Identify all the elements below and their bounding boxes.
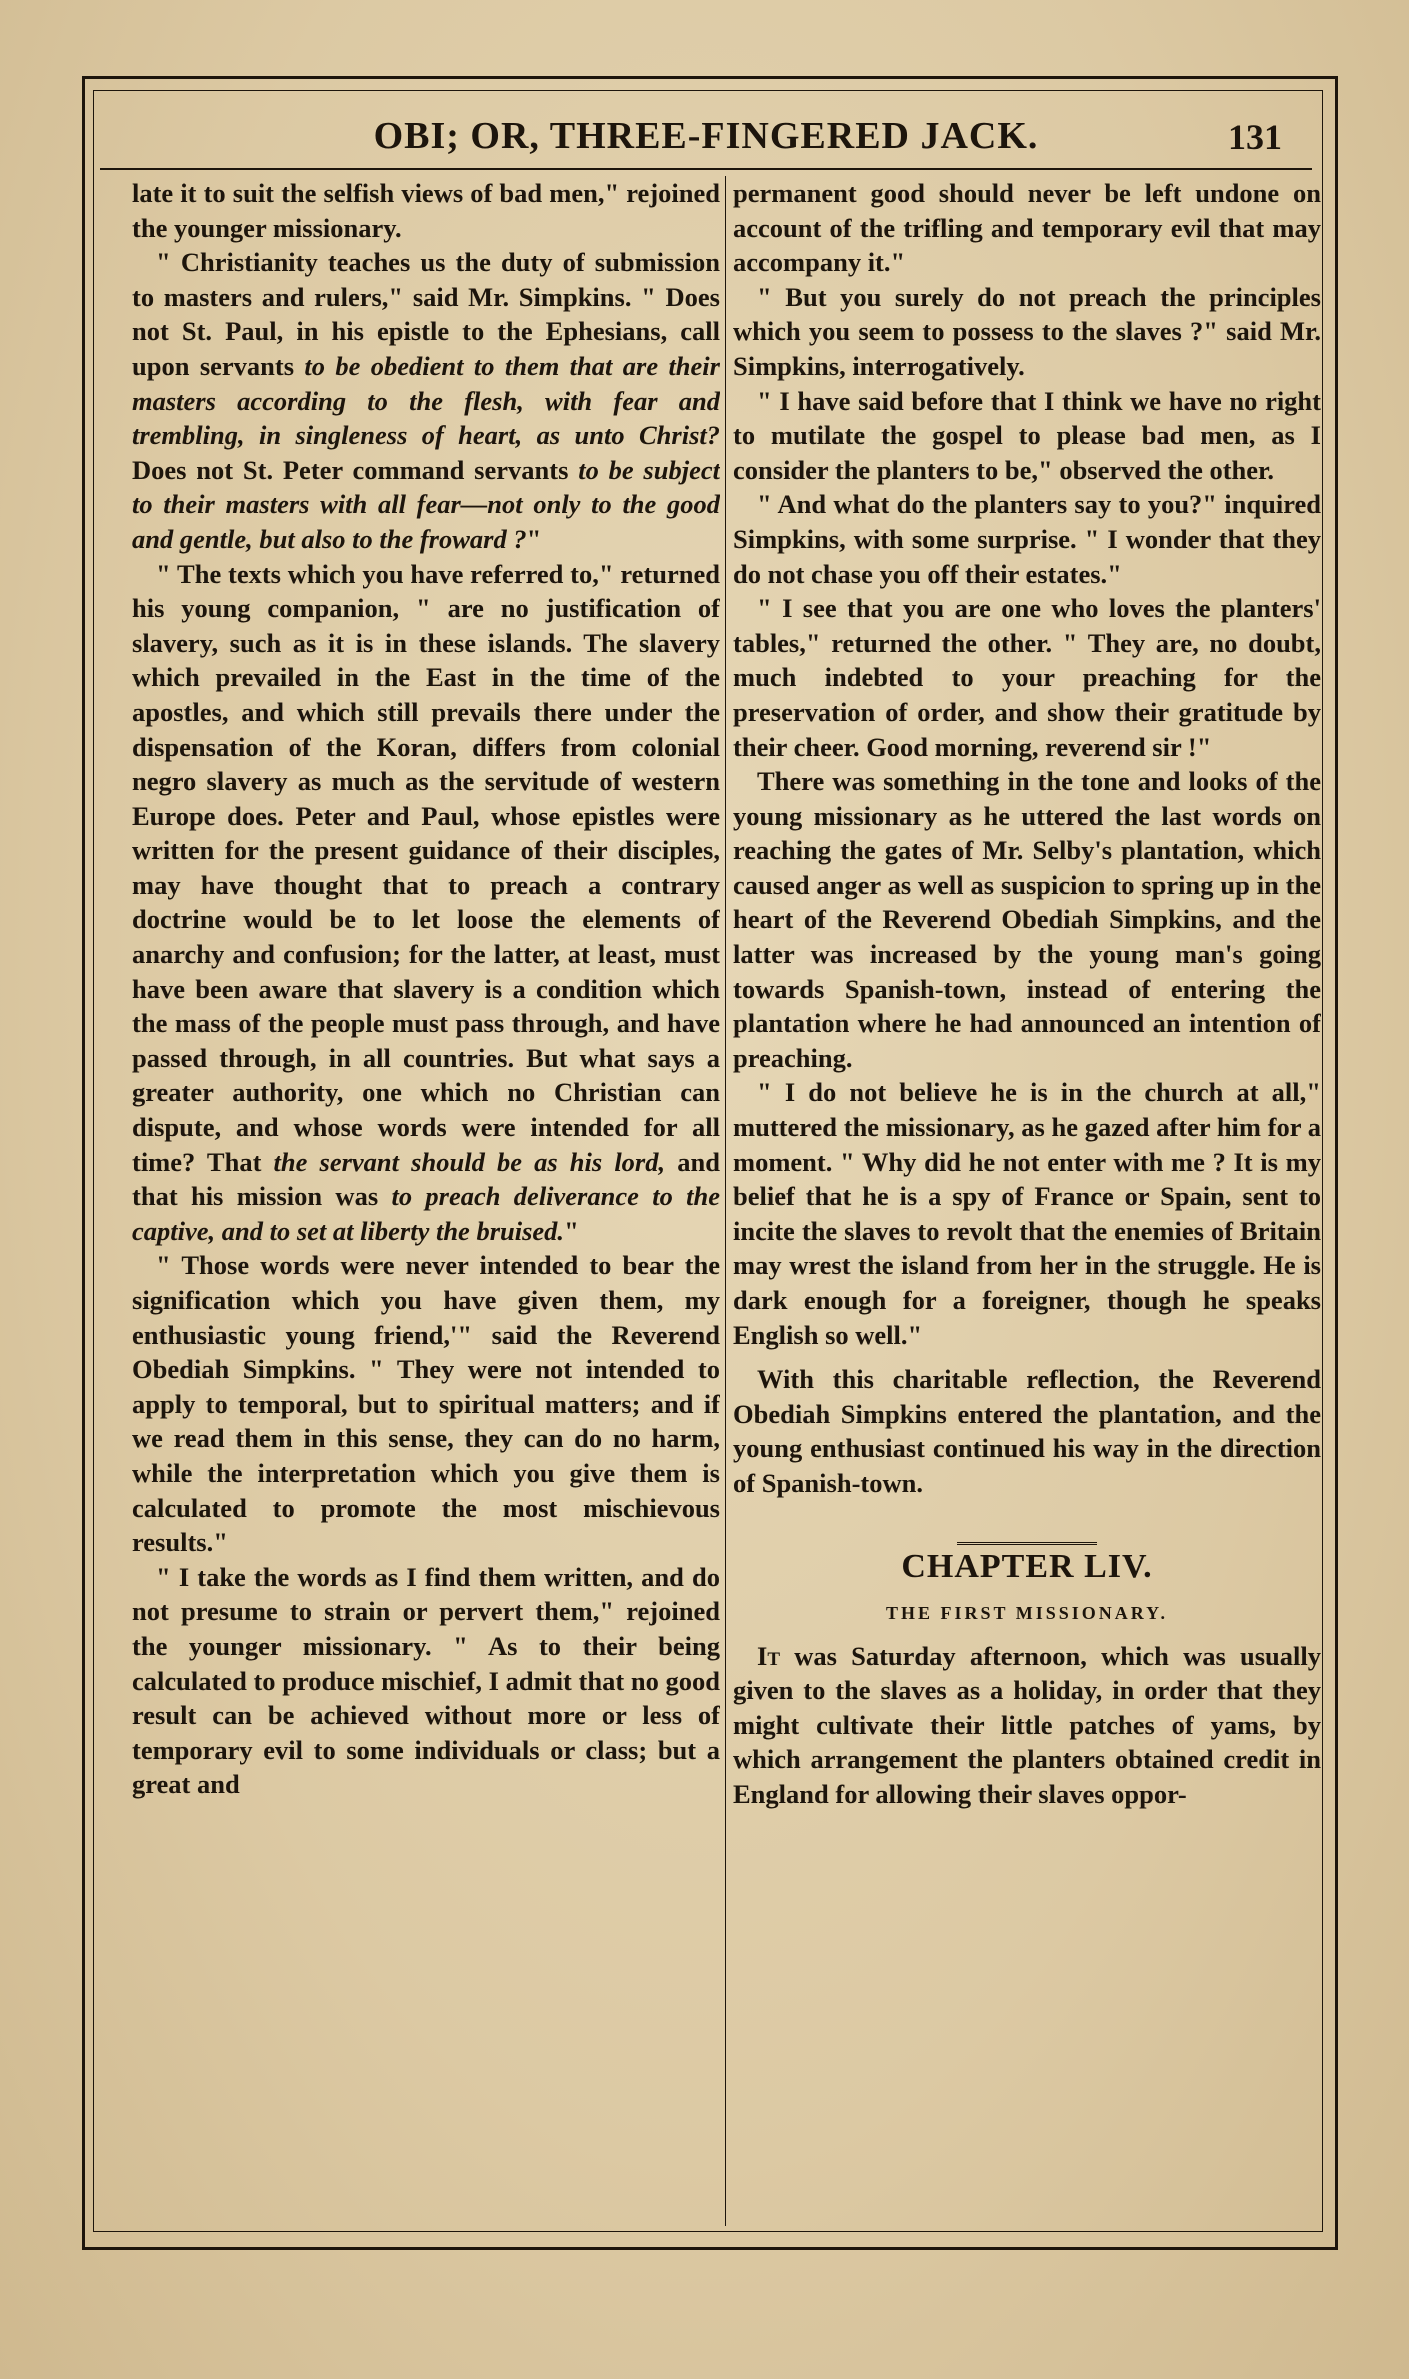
text: late it to suit the selfish views of bad men," rejoined the younger missionary. — [132, 178, 720, 243]
text: and that his mission was — [132, 1146, 720, 1212]
section-ornament — [733, 1519, 1321, 1529]
text: " — [526, 523, 542, 554]
ornament-rule — [957, 1542, 1097, 1545]
paragraph: " I do not believe he is in the church at all," muttered the missionary, as he gazed after him for a moment. " Why did he not enter with me ? It is my belief that he is a spy of France or Spain, sent to incite the slaves to revolt that the enemies of Britain may wrest the island from her in the struggle. He is dark enough for a foreigner, though he speaks English so well." — [733, 1077, 1321, 1350]
page-header — [100, 108, 1312, 168]
text: Does not St. Peter command servants — [132, 454, 579, 485]
page-number: 131 — [1228, 117, 1282, 157]
header-rule — [100, 168, 1312, 170]
lead-word: It — [757, 1640, 780, 1671]
text: " — [564, 1215, 579, 1246]
paragraph: permanent good should never be left undone on account of the trifling and temporary evil that may accompany it." — [733, 178, 1321, 278]
paragraph — [733, 1639, 1321, 1812]
text: " Christianity teaches us the duty of submission to masters and rulers," said Mr. Simpkins. " Does not St. Paul, in his epistle to the Ephesians, call upon servants — [132, 247, 720, 381]
right-column — [733, 176, 1321, 2228]
italic-text: to preach deliverance to the captive, and to set at liberty the bruised. — [132, 1181, 720, 1246]
column-divider — [725, 176, 726, 2226]
paragraph — [132, 176, 720, 245]
paragraph — [132, 245, 720, 556]
paragraph: " But you surely do not preach the principles which you seem to possess to the slaves ?" said Mr. Simpkins, interrogatively. — [733, 281, 1321, 381]
italic-text: the servant should be as his lord, — [273, 1146, 666, 1177]
chapter-subtitle: THE FIRST MISSIONARY. — [886, 1602, 1168, 1623]
italic-text: to be obedient to them that are their masters according to the flesh, with fear and trembling, in singleness of heart, as unto Christ? — [132, 350, 720, 451]
paragraph: There was something in the tone and looks of the young missionary as he uttered the last words on reaching the gates of Mr. Selby's plantation, which caused anger as well as suspicion to spring up in the heart of the Reverend Obediah Simpkins, and the latter was increased by the young man's going towards Spanish-town, instead of entering the plantation where he had announced an intention of preaching. — [733, 766, 1321, 1073]
text: was Saturday afternoon, which was usually given to the slaves as a holiday, in order that they might cultivate their little patches of yams, by which arrangement the planters obtained credit in England for allowing their slaves oppor- — [733, 1640, 1321, 1809]
running-title: OBI; OR, THREE-FINGERED JACK. — [373, 115, 1039, 157]
text: " The texts which you have referred to," returned his young companion, " are no justification of slavery, such as it is in these islands. The slavery which prevailed in the East in the time of the apostles, and which still prevails there under the dispensation of the Koran, differs from colonial negro slavery as much as the servitude of western Europe does. Peter and Paul, whose epistles were written for the present guidance of their disciples, may have thought that to preach a contrary doctrine would be to let loose the elements of anarchy and confusion; for the latter, at least, must have been aware that slavery is a condition which the mass of the people must pass through, and have passed through, in all countries. But what says a greater authority, one which no Christian can dispute, and whose words were intended for all time? That — [132, 558, 720, 1177]
left-column — [132, 176, 720, 2228]
chapter-title: CHAPTER LIV. — [901, 1547, 1153, 1585]
paragraph: With this charitable reflection, the Reverend Obediah Simpkins entered the plantation, and the young enthusiast continued his way in the direction of Spanish-town. — [733, 1364, 1321, 1498]
italic-text: to be subject to their masters with all fear—not only to the good and gentle, but also to the froward ? — [132, 454, 720, 554]
paragraph: " Those words were never intended to bear the signification which you have given them, my enthusiastic young friend,'" said the Reverend Obediah Simpkins. " They were not intended to apply to temporal, but to spiritual matters; and if we read them in this sense, they can do no harm, while the interpretation which you give them is calculated to promote the most mischievous results." — [132, 1250, 720, 1558]
paragraph — [132, 557, 720, 1249]
paragraph: " And what do the planters say to you?" inquired Simpkins, with some surprise. " I wonder that they do not chase you off their estates." — [733, 489, 1321, 589]
paragraph: " I have said before that I think we have no right to mutilate the gospel to please bad men, as I consider the planters to be," observed the other. — [733, 385, 1321, 485]
paragraph: " I take the words as I find them written, and do not presume to strain or pervert them," rejoined the younger missionary. " As to their being calculated to produce mischief, I admit that no good result can be achieved without more or less of temporary evil to some individuals or class; but a great and — [132, 1561, 720, 1800]
paragraph: " I see that you are one who loves the planters' tables," returned the other. " They are, no doubt, much indebted to your preaching for the preservation of order, and show their gratitude by their cheer. Good morning, reverend sir !" — [733, 593, 1321, 762]
